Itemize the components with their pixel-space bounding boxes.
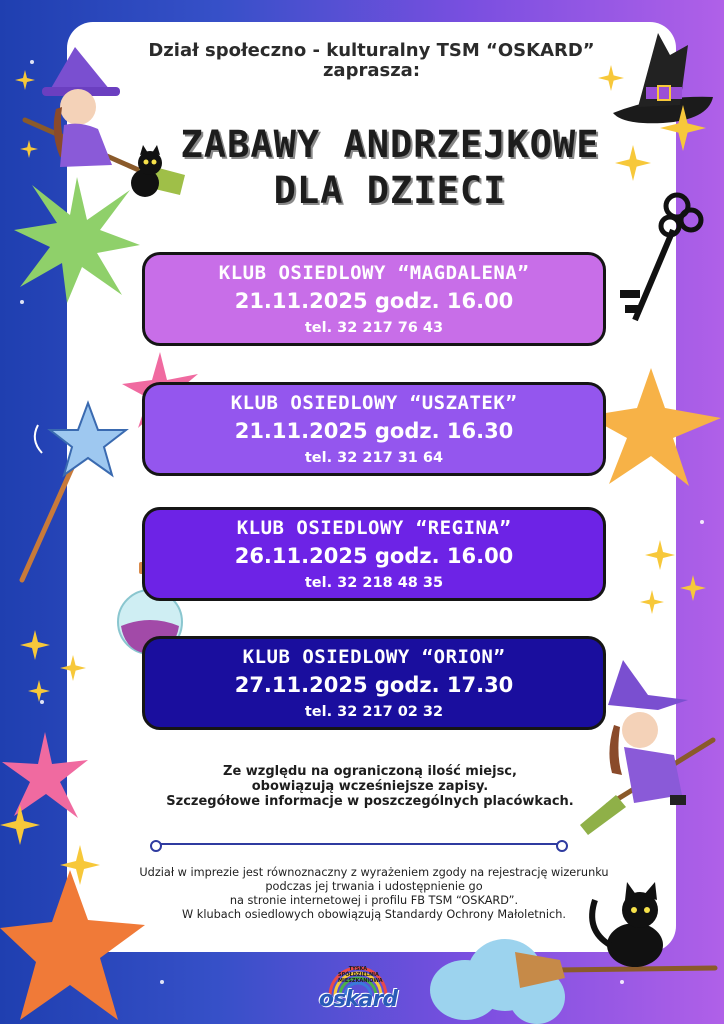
notice-line3: Szczegółowe informacje w poszczególnych placówkach. [166, 794, 574, 809]
consent-line2: podczas jej trwania i udostępnienie go [265, 880, 483, 893]
yellow-star-icon [20, 630, 50, 660]
yellow-star-icon [660, 105, 706, 151]
club-datetime: 21.11.2025 godz. 16.00 [234, 289, 514, 313]
club-phone: tel. 32 217 31 64 [304, 450, 444, 466]
yellow-star-icon [60, 845, 100, 885]
club-card-regina [142, 507, 606, 601]
notice-line2: obowiązują wcześniejsze zapisy. [251, 779, 489, 794]
club-card-magdalena [142, 252, 606, 346]
oskard-logo [308, 962, 408, 1018]
club-datetime: 27.11.2025 godz. 17.30 [234, 673, 514, 697]
magic-wand-icon [10, 395, 130, 585]
divider [156, 843, 562, 845]
logo-small-text [338, 966, 383, 984]
club-name: KLUB OSIEDLOWY “MAGDALENA” [218, 262, 530, 284]
club-phone: tel. 32 218 48 35 [304, 575, 444, 591]
yellow-star-icon [680, 575, 706, 601]
event-title-line2: DLA DZIECI [273, 169, 507, 212]
yellow-star-icon [60, 655, 86, 681]
logo-small-line: MIESZKANIOWA [338, 978, 383, 984]
organizer-line: Dział społeczno - kulturalny TSM “OSKARD” [148, 40, 595, 61]
club-datetime: 26.11.2025 godz. 16.00 [234, 544, 514, 568]
club-phone: tel. 32 217 02 32 [304, 704, 444, 720]
club-card-uszatek [142, 382, 606, 476]
consent-line4: W klubach osiedlowych obowiązują Standardy Ochrony Małoletnich. [182, 908, 566, 921]
club-card-orion [142, 636, 606, 730]
consent-line3: na stronie internetowej i profilu FB TSM “OSKARD”. [229, 894, 519, 907]
club-name: KLUB OSIEDLOWY “USZATEK” [230, 392, 518, 414]
logo-small-line: SPÓŁDZIELNIA [338, 972, 379, 978]
yellow-star-icon [640, 590, 664, 614]
notice-line1: Ze względu na ograniczoną ilość miejsc, [223, 764, 517, 779]
yellow-star-icon [0, 805, 40, 845]
club-name: KLUB OSIEDLOWY “REGINA” [236, 517, 512, 539]
event-title-line1: ZABAWY ANDRZEJKOWE [180, 123, 600, 166]
logo-brand-text: oskard [318, 987, 398, 1012]
yellow-star-icon [28, 680, 50, 702]
sparkle-dot [160, 980, 164, 984]
consent-line1: Udział w imprezie jest równoznaczny z wyrażeniem zgody na rejestrację wizerunku [139, 866, 609, 879]
club-datetime: 21.11.2025 godz. 16.30 [234, 419, 514, 443]
yellow-star-icon [645, 540, 675, 570]
logo-small-line: TYSKA [348, 966, 368, 972]
invite-line: zaprasza: [322, 60, 421, 81]
club-name: KLUB OSIEDLOWY “ORION” [242, 646, 506, 668]
club-phone: tel. 32 217 76 43 [304, 320, 444, 336]
sparkle-dot [700, 520, 704, 524]
